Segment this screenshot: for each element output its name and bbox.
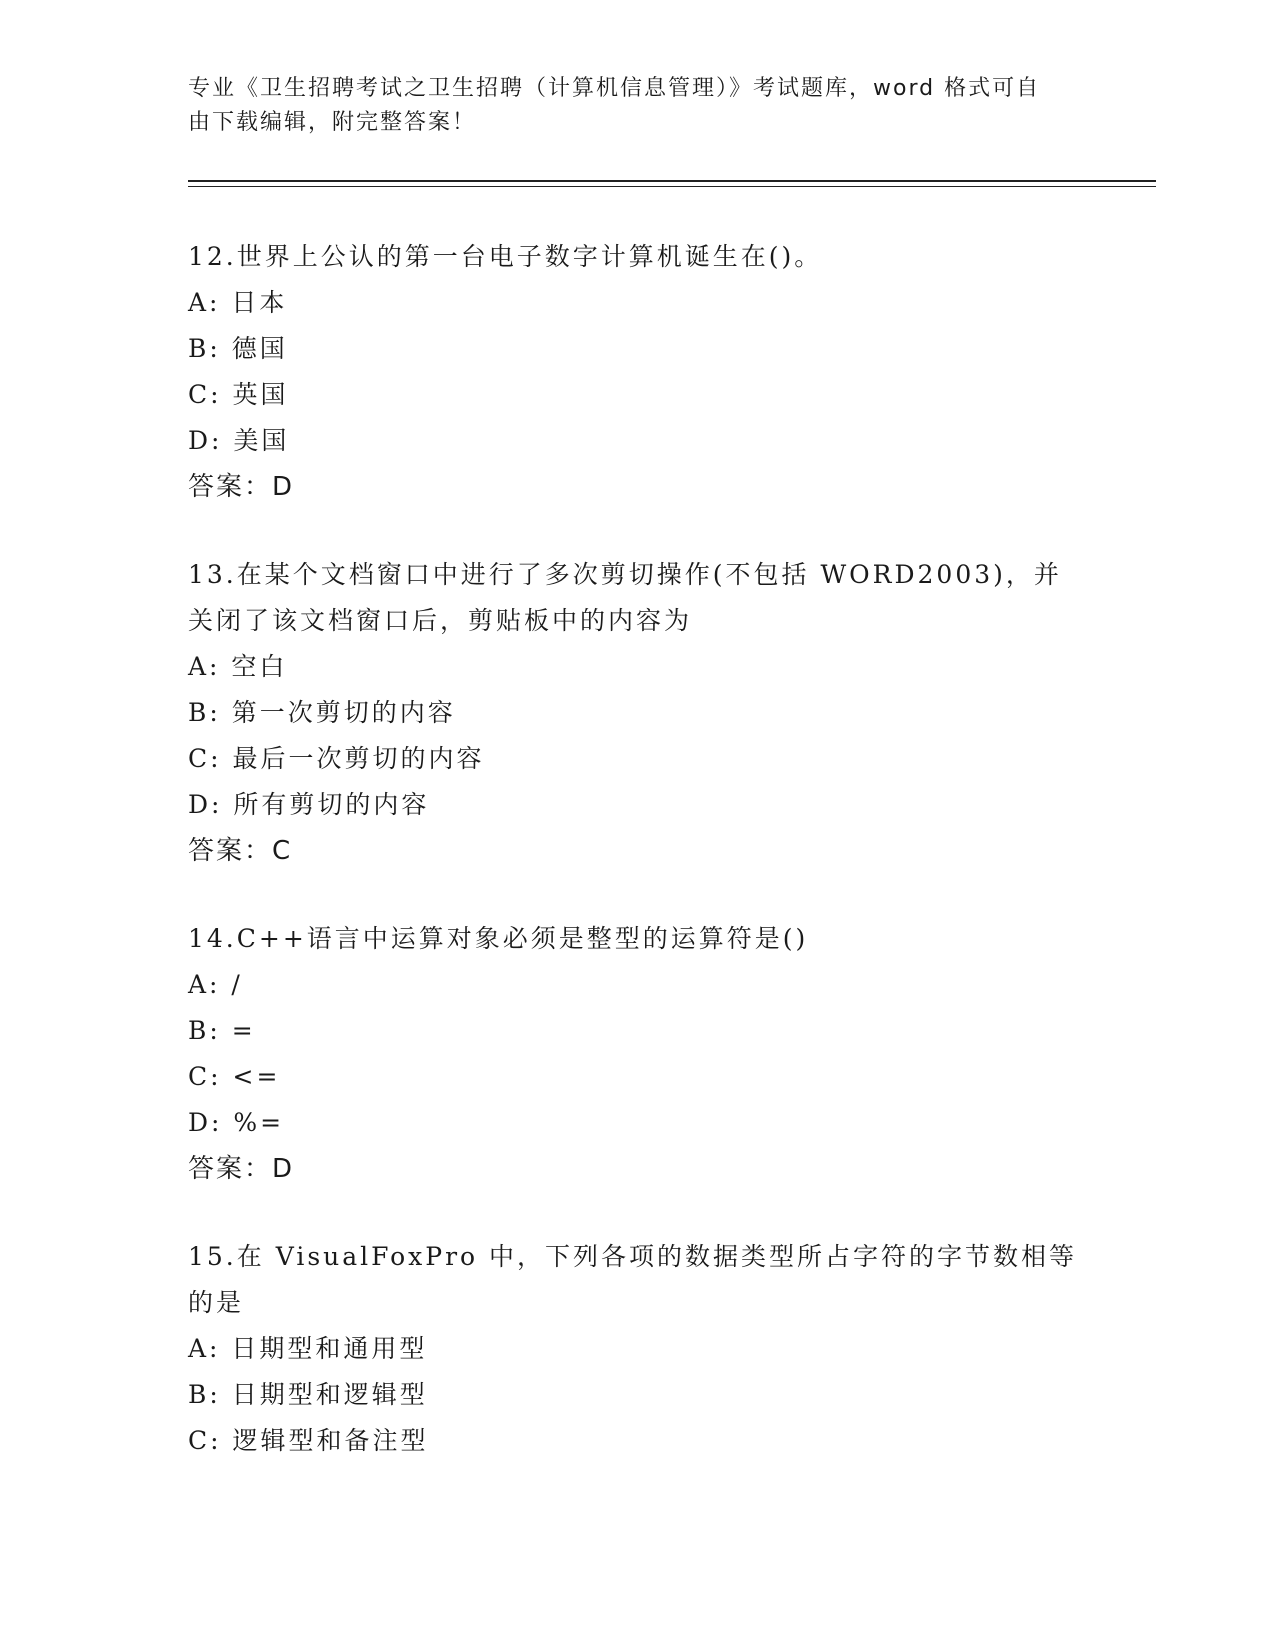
header-divider-thick [188, 180, 1156, 182]
question-14 [188, 916, 1088, 1192]
option-d: D: 美国 [188, 426, 290, 455]
question-13 [188, 552, 1088, 874]
question-text: 12.世界上公认的第一台电子数字计算机诞生在()。 [188, 242, 823, 271]
option-b: B: = [188, 1016, 256, 1045]
option-d: D: %= [188, 1108, 285, 1137]
question-list [188, 234, 1088, 1506]
header-line-2: 由下载编辑，附完整答案！ [188, 110, 477, 135]
header-divider-thin [188, 186, 1156, 187]
option-c: C: <= [188, 1062, 281, 1091]
option-c: C: 英国 [188, 380, 289, 409]
question-12 [188, 234, 1088, 510]
option-a: A: 空白 [188, 652, 288, 681]
option-b: B: 日期型和逻辑型 [188, 1380, 428, 1409]
question-text: 14.C++语言中运算对象必须是整型的运算符是() [188, 924, 809, 953]
answer-line: 答案：C [188, 836, 293, 866]
option-b: B: 德国 [188, 334, 288, 363]
header-line-1: 专业《卫生招聘考试之卫生招聘（计算机信息管理）》考试题库，word 格式可自 [188, 76, 1041, 101]
document-header [188, 72, 1068, 140]
option-c: C: 最后一次剪切的内容 [188, 744, 485, 773]
option-a: A: / [188, 970, 243, 999]
question-text: 15.在 VisualFoxPro 中，下列各项的数据类型所占字符的字节数相等的是 [188, 1242, 1078, 1317]
option-a: A: 日本 [188, 288, 288, 317]
option-c: C: 逻辑型和备注型 [188, 1426, 429, 1455]
option-a: A: 日期型和通用型 [188, 1334, 428, 1363]
option-b: B: 第一次剪切的内容 [188, 698, 456, 727]
answer-line: 答案：D [188, 472, 295, 502]
option-d: D: 所有剪切的内容 [188, 790, 430, 819]
question-text: 13.在某个文档窗口中进行了多次剪切操作(不包括 WORD2003)，并关闭了该文档窗口后，剪贴板中的内容为 [188, 560, 1062, 635]
answer-line: 答案：D [188, 1154, 295, 1184]
question-15 [188, 1234, 1088, 1464]
